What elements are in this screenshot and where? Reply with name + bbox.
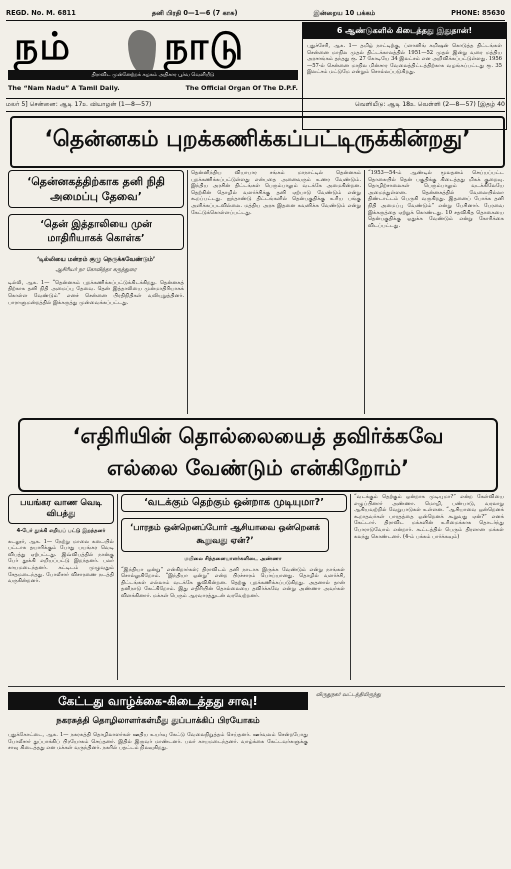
masthead-title-left: நம் — [14, 24, 71, 68]
side-story-box — [302, 22, 507, 130]
story-left-body: டில்லி, ஆக. 1— “தென்னகம் புறக்கணிக்கப்பட்டுக்கிடக்கிறது. தென்னகத் திற்காக தனி நிதி அமைப்பு தேவை. தென் இத்தாலியை முன்மாதிரியாகக் கொள்ள வேண்டும்” எனச் சென்னை பிரதிநிதிகள் வலியுறுத்தினர். பாராளுமன்றத்தில் இக்கருத்து முன்வைக்கப்பட்டது. — [8, 279, 184, 306]
side-story-headline: 6 ஆண்டுகளில் கிடைத்தது இதுதான்! — [303, 23, 506, 39]
header-strip — [6, 6, 505, 21]
mid-headline-line2: எல்லை வேண்டும் என்கிறோம்’ — [106, 456, 410, 480]
lead-headline: ‘தென்னகம் புறக்கணிக்கப்பட்டிருக்கின்றது’ — [10, 116, 505, 168]
lower-left-story — [8, 494, 114, 585]
registration-number: REGD. No. M. 6811 — [6, 9, 76, 17]
story-left-head1: ‘தென்னகத்திற்காக தனி நிதி அமைப்பு தேவை’ — [8, 170, 184, 208]
side-story-body: புதுச்சேரி, ஆக. 1— தமிழ் நாட்டிற்கு, ப்ளானிங் கமிஷன் கொடுத்த திட்டங்கள் சென்னை மாநில முதல் திட்டக்காலத்தில் 1951—52 முதல் இன்று வரை மத்திய அரசாங்கம் தந்தது ரூ. 27 கோடியே 34 இலட்சம் என அறிவிக்கப்பட்டுள்ளது. 1956—57-ல் சென்னை மாநில மின்சார வேலைத்திட்டத்திற்காக வழங்கப்பட்டது ரூ. 35 இலட்சம் மட்டுமே என்றும் சொல்லப்படுகிறது. — [307, 43, 502, 76]
quote-headline: ‘பாரதம் ஒன்றெனப்போர் ஆசியாவை ஒன்றெனக் கூறுவது ஏன்?’ — [121, 518, 329, 552]
bottom-byline: விருதுநகர் வட்டத்திலிருந்து — [316, 692, 381, 698]
lower-left-headline: பயங்கர வாண வெடி விபத்து — [8, 494, 114, 524]
lower-right-headline: ‘வடக்கும் தெற்கும் ஒன்றாக முடியுமா?’ — [121, 494, 347, 512]
pages-label: இன்றைய 10 பக்கம் — [313, 9, 376, 17]
price-label: தனி பிரதி 0—1—6 (7 காசு) — [151, 9, 238, 17]
column-rule — [364, 170, 365, 414]
column-rule — [117, 494, 118, 680]
masthead — [8, 22, 298, 86]
column-rule — [350, 494, 351, 680]
story-left-head2: ‘தென் இத்தாலியை முன் மாதிரியாகக் கொள்க’ — [8, 214, 184, 250]
masthead-strip: திராவிட முன்னேற்றக் கழகம் அதிகார பூர்வ வெளியீடு — [8, 70, 298, 80]
lower-right-body-right: “வடக்கும் தெற்கும் ஒன்றாக முடியுமா?” என்ற கேள்வியை எழுப்பினார் அண்ணா. மொழி, பண்பாடு, வரலாறு ஆகியவற்றில் வேறுபாடுகள் உள்ளன. “ஆசியாவை ஒன்றெனக் கூறாதவர்கள் பாரதத்தை ஒன்றெனக் கூறுவது ஏன்?” எனக் கேட்டார். திராவிட மக்களின் உரிமைக்காக தொடர்ந்து போராடுவோம் என்றார். கூட்டத்தில் பெரும் திரளான மக்கள் கலந்து கொண்டனர். (4-ம் பக்கம் பார்க்கவும்) — [354, 494, 504, 540]
bottom-headline: கேட்டது வாழ்க்கை-கிடைத்தது சாவு! — [8, 692, 308, 710]
bottom-body: புதுக்கோட்டை, ஆக. 1— நகரசுத்தி தொழிலாளர்கள் ஊதிய உயர்வு கேட்டு வேலைநிறுத்தம் செய்தனர். ஊர்வலம் சென்றபோது போலீசார் துப்பாக்கிப் பிரயோகம் செய்தனர். இதில் இருவர் மாண்டனர். பலர் காயமடைந்தனர். வாழ்க்கை கேட்டவர்களுக்கு சாவு கிடைத்தது என மக்கள் வருந்தினர். நகரில் பதட்டம் நிலவுகிறது. — [8, 732, 308, 752]
mid-headline — [18, 418, 498, 492]
story-right-body: “1953—54-ம் ஆண்டில் மூலதனம் செய்யப்பட்ட தொகையில் தென் பகுதிக்கு கிடைத்தது மிகக் குறைவு. தொழிற்சாலைகள் பெரும்பாலும் வடக்கிலேயே அமைந்துள்ளன. தென்னகத்தில் வேலையில்லா திண்டாட்டம் பெருகி வருகிறது. இதனைப் போக்க தனி நிதி அமைப்பு வேண்டும்” என்று பேசினார். பேரவை இக்கருத்தை ஏற்றுக் கொண்டது. 10 சதவிகித தொகையை தென்பகுதிக்கு ஒதுக்க வேண்டும் என்று கோரிக்கை விடப்பட்டது. — [368, 170, 504, 229]
section-rule — [8, 686, 505, 687]
dateline — [6, 98, 505, 112]
dateline-right: வெளியீடு: ஆடி 18உ வெள்ளி (2—8—57) [இதழ் 40 — [355, 101, 505, 108]
tagline — [8, 84, 298, 92]
phone-label: PHONE: 85630 — [451, 9, 505, 17]
bottom-subhead: நகரசுத்தி தொழிலாளர்கள்மீது துப்பாக்கிப் பிரயோகம் — [56, 716, 260, 726]
story-left — [8, 170, 184, 306]
dateline-left: மலர் 5] சென்னை: ஆடி 17உ வியாழன் (1—8—57) — [6, 101, 152, 108]
lower-left-body: கடலூர், ஆக. 1— நேற்று மாலை கடையில் பட்டாசு தயாரிக்கும் போது பயங்கர வெடி விபத்து ஏற்பட்டது. இவ்விபத்தில் நான்கு பேர் தூக்கி எறியப்பட்டு இறந்தனர். பலர் காயமடைந்தனர். கட்டிடம் முழுவதும் சேதமடைந்தது. போலீசார் விசாரணை நடத்தி வருகின்றனர். — [8, 538, 114, 585]
tagline-left: The “Nam Nadu” A Tamil Daily. — [8, 84, 120, 92]
lower-left-subhead: 4-பேர் தூக்கி எறியப் பட்டு இறந்தனர் — [16, 528, 106, 534]
story-left-head3: ‘டில்லியை மன்றம் குழு நெருக்கவேண்டும்’ — [36, 256, 156, 263]
column-rule — [187, 170, 188, 414]
lower-right-byline: மயிலை சிந்தனையாளர்களிடை அண்ணா — [184, 556, 282, 562]
story-left-byline: ஆசிரியர் நா கோவிந்தா கருத்துரை — [55, 267, 137, 274]
tagline-right: The Official Organ Of The D.P.F. — [185, 84, 298, 92]
lower-right-body-left: “இந்தியா ஒன்று” என்கிறார்கள்; திராவிடம் தனி நாடாக இருக்க வேண்டும் என்று நாங்கள் சொல்லுகிறோம். “இந்தியா ஒன்று” என்ற பிரச்சாரம் பொய்யானது. தொழில் வளர்ச்சி, திட்டங்கள் எல்லாம் வடக்கே குவிகின்றன. தெற்கு புறக்கணிக்கப்படுகிறது. அதனால் தான் தனிநாடு கேட்கிறோம். இது எதிரியின் தொல்லையை தவிர்க்கவே என்று அண்ணா அவர்கள் விளக்கினார். மக்கள் பெரும் ஆரவாரத்துடன் வரவேற்றனர். — [121, 566, 345, 599]
story-center-body: தென்னிந்திய வியாபார சங்கம் மாநாட்டில் தென்னகம் புறக்கணிக்கப்பட்டுள்ளது என்பதை அனைவரும் உணர வேண்டும். இந்திய அரசின் திட்டங்கள் பெரும்பாலும் வடக்கே அமைகின்றன. தெற்கின் தொழில் வளர்ச்சிக்கு தனி ஏற்பாடு வேண்டும் என்று கூறப்பட்டது. ஐந்தாண்டு திட்டங்களில் தென்பகுதிக்கு உரிய பங்கு அளிக்கப்படவில்லை. மத்திய அரசு இதனை கவனிக்க வேண்டும் என்று கேட்டுக்கொள்ளப்பட்டது. — [191, 170, 361, 216]
mid-headline-line1: ‘எதிரியின் தொல்லையைத் தவிர்க்கவே — [72, 424, 444, 448]
masthead-title-right: நாடு — [164, 24, 245, 68]
